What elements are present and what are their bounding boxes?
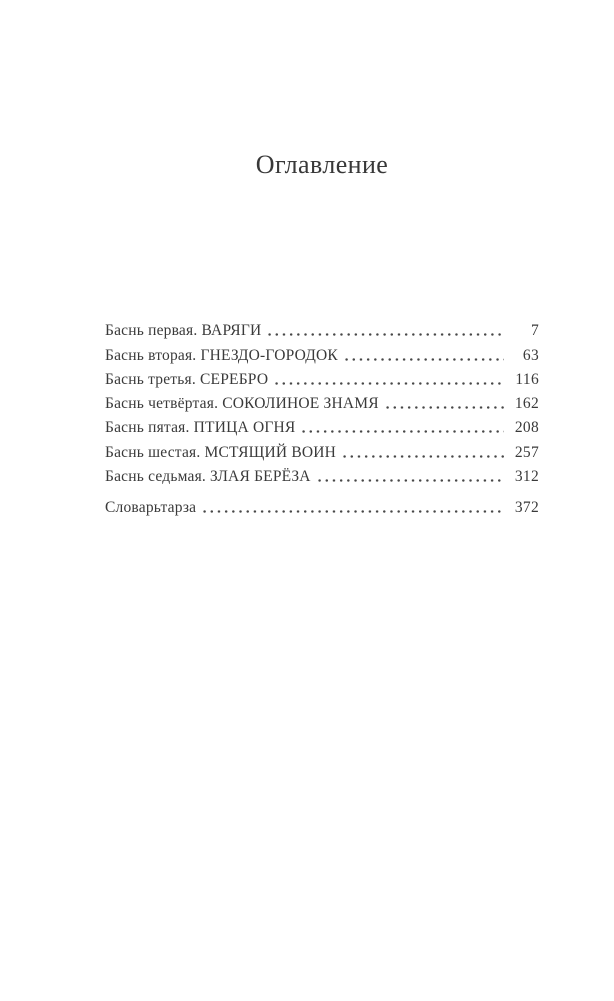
dot-leader	[201, 510, 504, 513]
toc-entry	[105, 462, 539, 486]
toc-entry-page-number: 208	[514, 419, 539, 437]
toc-entry-label: Баснь седьмая. ЗЛАЯ БЕРЁЗА	[105, 468, 311, 486]
dot-leader	[266, 333, 504, 336]
toc-entry-page-number: 257	[514, 443, 539, 461]
toc-entry	[105, 493, 539, 517]
toc-entry-page-number: 7	[530, 322, 539, 340]
toc-entry-label: Баснь первая. ВАРЯГИ	[105, 322, 262, 340]
toc-entry-label: Баснь шестая. МСТЯЩИЙ ВОИН	[105, 443, 337, 461]
toc-entry	[105, 437, 539, 461]
toc-entry-label: Баснь четвёртая. СОКОЛИНОЕ ЗНАМЯ	[105, 395, 379, 413]
toc-entry-label: Баснь третья. СЕРЕБРО	[105, 370, 269, 388]
toc-entry-page-number: 63	[522, 346, 539, 364]
page-title: Оглавление	[255, 150, 389, 179]
dot-leader	[300, 430, 504, 433]
toc-entry	[105, 413, 539, 437]
toc-entry-label: Баснь пятая. ПТИЦА ОГНЯ	[105, 419, 296, 437]
dot-leader	[273, 382, 504, 385]
dot-leader	[384, 406, 504, 409]
toc-entry	[105, 389, 539, 413]
toc-entry-page-number: 162	[514, 395, 539, 413]
toc-entry-label: Баснь вторая. ГНЕЗДО-ГОРОДОК	[105, 346, 338, 364]
toc-entry	[105, 340, 539, 364]
toc-entry-page-number: 312	[514, 468, 539, 486]
toc-entry	[105, 316, 539, 340]
toc-entry-page-number: 116	[515, 370, 539, 388]
dot-leader	[343, 358, 504, 361]
toc-list	[105, 316, 539, 517]
toc-entry-page-number: 372	[514, 499, 539, 517]
toc-entry-label: Словарьтарза	[105, 499, 197, 517]
toc-entry	[105, 365, 539, 389]
dot-leader	[341, 455, 504, 458]
dot-leader	[316, 479, 504, 482]
